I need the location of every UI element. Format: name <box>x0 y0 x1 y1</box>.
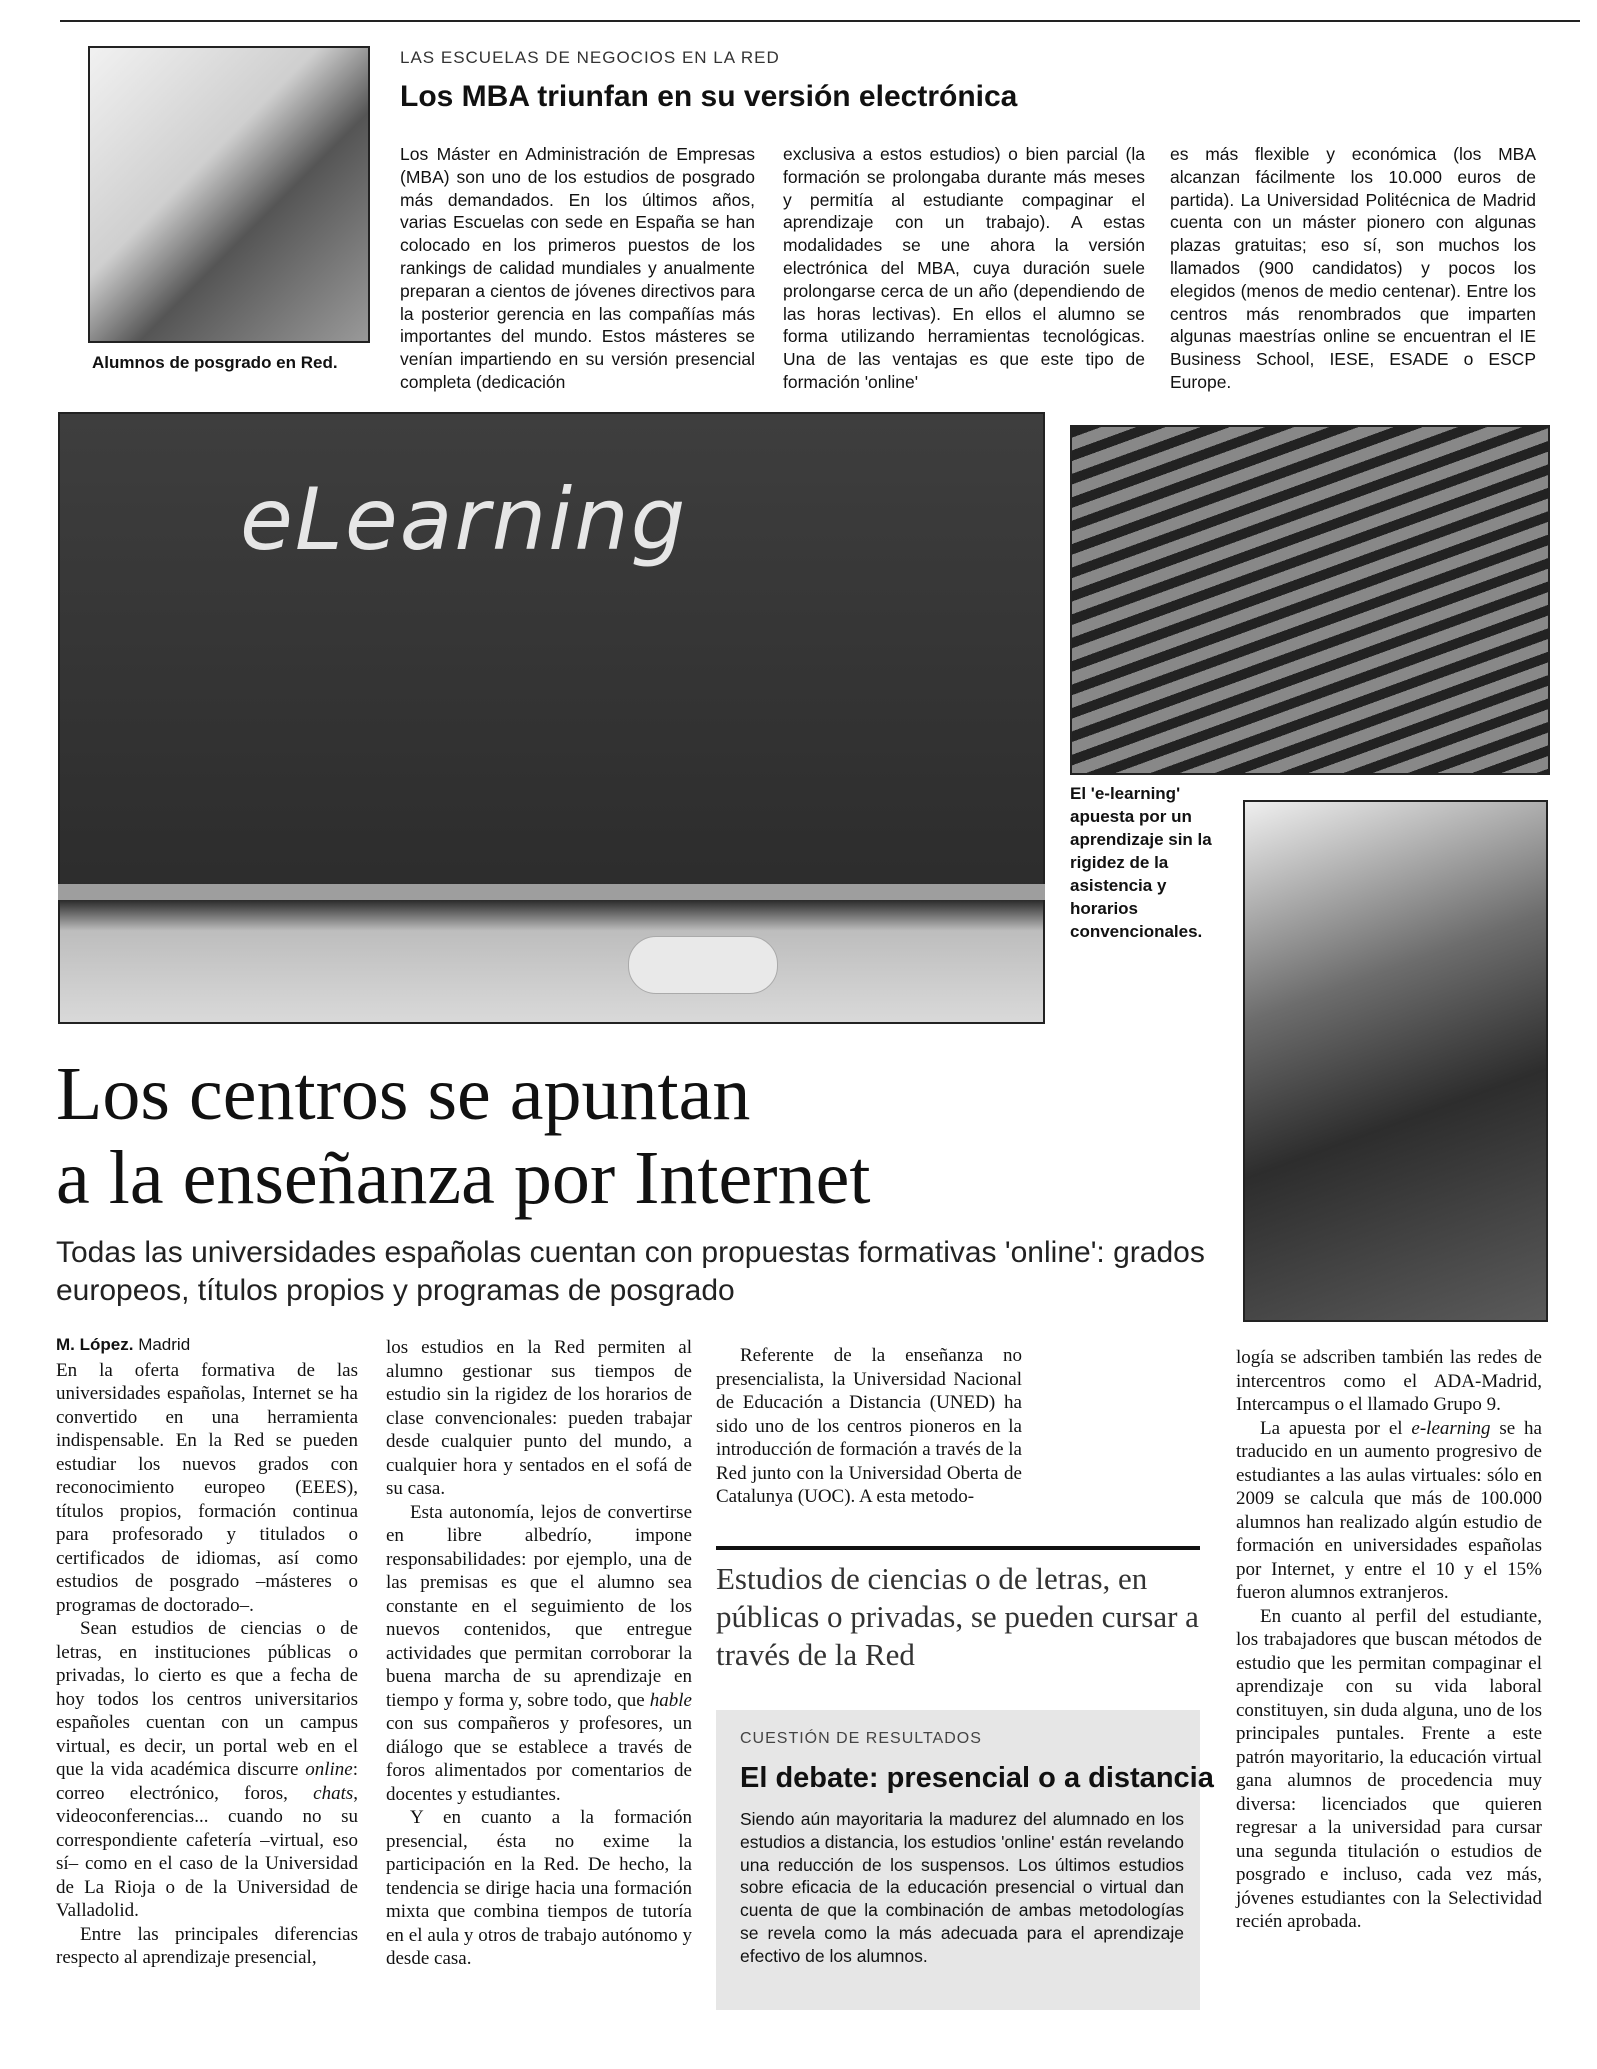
side-photo-caption: El 'e-learning' apuesta por un aprendizaje sin la rigidez de la asistencia y horarios convencionales. <box>1070 784 1212 941</box>
top-article-column-3: es más flexible y económica (los MBA alcanzan fácilmente los 10.000 euros de partida). La Universidad Politécnica de Madrid cuenta con un máster pionero con algunas plazas gratuitas; eso sí, son muchos los llamados (900 candidatos) y pocos los elegidos (menos de medio centenar). Entre los centros más renombrados que imparten algunas maestrías online se encuentran el IE Business School, IESE, ESADE o ESCP Europe. <box>1170 144 1536 392</box>
main-headline-line-1: Los centros se apuntan <box>56 1052 751 1136</box>
paragraph: En la oferta formativa de las universidades españolas, Internet se ha convertido en una herramienta indispensable. En la Red se pueden estudiar los nuevos grados con reconocimiento europeo (EEES), títulos propios, formación continua para profesorado y titulados o certificados de idiomas, así como estudios de posgrado –másteres o programas de doctorado–. <box>56 1359 358 1616</box>
top-article-column-2: exclusiva a estos estudios) o bien parcial (la formación se prolongaba durante más meses y permitía al estudiante compaginar el aprendizaje con un trabajo). A estas modalidades se une ahora la versión electrónica del MBA, cuya duración suele prolongarse cerca de un año (dependiendo de las horas lectivas). En ellos el alumno se forma utilizando herramientas tecnológicas. Una de las ventajas es que este tipo de formación 'online' <box>783 144 1145 392</box>
main-column-3 <box>716 1344 1022 1509</box>
paragraph: los estudios en la Red permiten al alumno gestionar sus tiempos de estudio sin la rigidez de los horarios de clase convencionales: pueden trabajar desde cualquier punto del mundo, a cualquier hora y sentados en el sofá de su casa. <box>386 1337 692 1499</box>
main-column-4 <box>1236 1346 1542 1934</box>
student-laptop-photo <box>88 46 370 343</box>
pullquote-rule <box>716 1546 1200 1550</box>
paragraph: Y en cuanto a la formación presencial, ésta no exime la participación en la Red. De hecho, la tendencia se dirige hacia una formación mixta que combina tiempos de tutoría en el aula y otros de trabajo autónomo y desde casa. <box>386 1807 692 1969</box>
byline-author: M. López. <box>56 1335 134 1354</box>
student-library-photo <box>1243 800 1548 1322</box>
pullquote: Estudios de ciencias o de letras, en públicas o privadas, se pueden cursar a través de la Red <box>716 1561 1199 1672</box>
byline-city: Madrid <box>138 1335 191 1354</box>
paragraph: En cuanto al perfil del estudiante, los trabajadores que buscan métodos de estudio que les permitan compaginar el aprendizaje con su vida laboral constituyen, sin duda alguna, uno de los principales puntales. Frente a este patrón mayoritario, la educación virtual gana alumnos de procedencia muy diversa: licenciados que quieren regresar a la universidad para cursar una segunda titulación o estudios de posgrado e incluso, cada vez más, jóvenes estudiantes con la Selectividad recién aprobada. <box>1236 1605 1542 1932</box>
main-subheadline: Todas las universidades españolas cuentan con propuestas formativas 'online': grados europeos, títulos propios y programas de posgrado <box>56 1236 1205 1307</box>
top-article-kicker: LAS ESCUELAS DE NEGOCIOS EN LA RED <box>400 48 780 67</box>
paragraph: La apuesta por el e-learning se ha traducido en un aumento progresivo de estudiantes a las aulas virtuales: sólo en 2009 se calcula que más de 100.000 alumnos han realizado algún estudio de formación en universidades españolas por Internet, y entre el 10 y el 15% fueron alumnos extranjeros. <box>1236 1417 1542 1603</box>
eraser <box>628 936 778 994</box>
top-article-column-1: Los Máster en Administración de Empresas (MBA) son uno de los estudios de posgrado más demandados. En los últimos años, varias Escuelas con sede en España se han colocado en los primeros puestos de los rankings de calidad mundiales y anualmente preparan a cientos de jóvenes directivos para la posterior gerencia en las compañías más importantes del mundo. Estos másteres se venían impartiendo en su versión presencial completa (dedicación <box>400 144 755 392</box>
sidebar-text: Siendo aún mayoritaria la madurez del alumnado en los estudios a distancia, los estudios 'online' están revelando una reducción de los suspensos. Los últimos estudios sobre eficacia de la educación presencial o virtual dan cuenta de que la combinación de ambas metodologías se revela como la más adecuada para el aprendizaje efectivo de los alumnos. <box>740 1809 1184 1966</box>
byline <box>56 1333 358 1357</box>
paragraph: Esta autonomía, lejos de convertirse en libre albedrío, impone responsabilidades: por ejemplo, una de las premisas es que el alumno sea constante en el seguimiento de los nuevos contenidos, que entregue actividades que permitan corroborar la buena marcha de su aprendizaje en tiempo y forma y, sobre todo, que hable con sus compañeros y profesores, un diálogo que se establece a través de foros alimentados por comentarios de docentes y estudiantes. <box>386 1501 692 1805</box>
paragraph: Entre las principales diferencias respecto al aprendizaje presencial, <box>56 1923 358 1968</box>
student-writing-photo <box>1070 425 1550 775</box>
student-photo-caption: Alumnos de posgrado en Red. <box>92 353 338 372</box>
chalkboard-text: eLearning <box>240 470 688 570</box>
sidebar-kicker: CUESTIÓN DE RESULTADOS <box>740 1730 982 1747</box>
paragraph: Referente de la enseñanza no presencialista, la Universidad Nacional de Educación a Distancia (UNED) ha sido uno de los centros pioneros en la introducción de formación a través de la Red junto con la Universidad Oberta de Catalunya (UOC). A esta metodo- <box>716 1345 1022 1507</box>
main-headline <box>56 1052 1206 1220</box>
top-article-headline: Los MBA triunfan en su versión electrónica <box>400 80 1018 113</box>
sidebar-headline: El debate: presencial o a distancia <box>740 1762 1214 1794</box>
paragraph: Sean estudios de ciencias o de letras, en instituciones públicas o privadas, lo cierto es que a fecha de hoy todos los centros universitarios españoles cuentan con un campus virtual, es decir, un portal web en el que la vida académica discurre online: correo electrónico, foros, chats, videoconferencias... cuando no su correspondiente cafetería –virtual, eso sí– como en el caso de la Universidad de La Rioja o de la Universidad de Valladolid. <box>56 1618 358 1921</box>
chalkboard-ledge <box>58 884 1045 900</box>
main-column-2 <box>386 1336 692 1971</box>
main-column-1 <box>56 1333 358 1970</box>
paragraph: logía se adscriben también las redes de intercentros como el ADA-Madrid, Intercampus o el llamado Grupo 9. <box>1236 1347 1542 1415</box>
top-rule <box>60 20 1580 22</box>
main-headline-line-2: a la enseñanza por Internet <box>56 1136 871 1220</box>
